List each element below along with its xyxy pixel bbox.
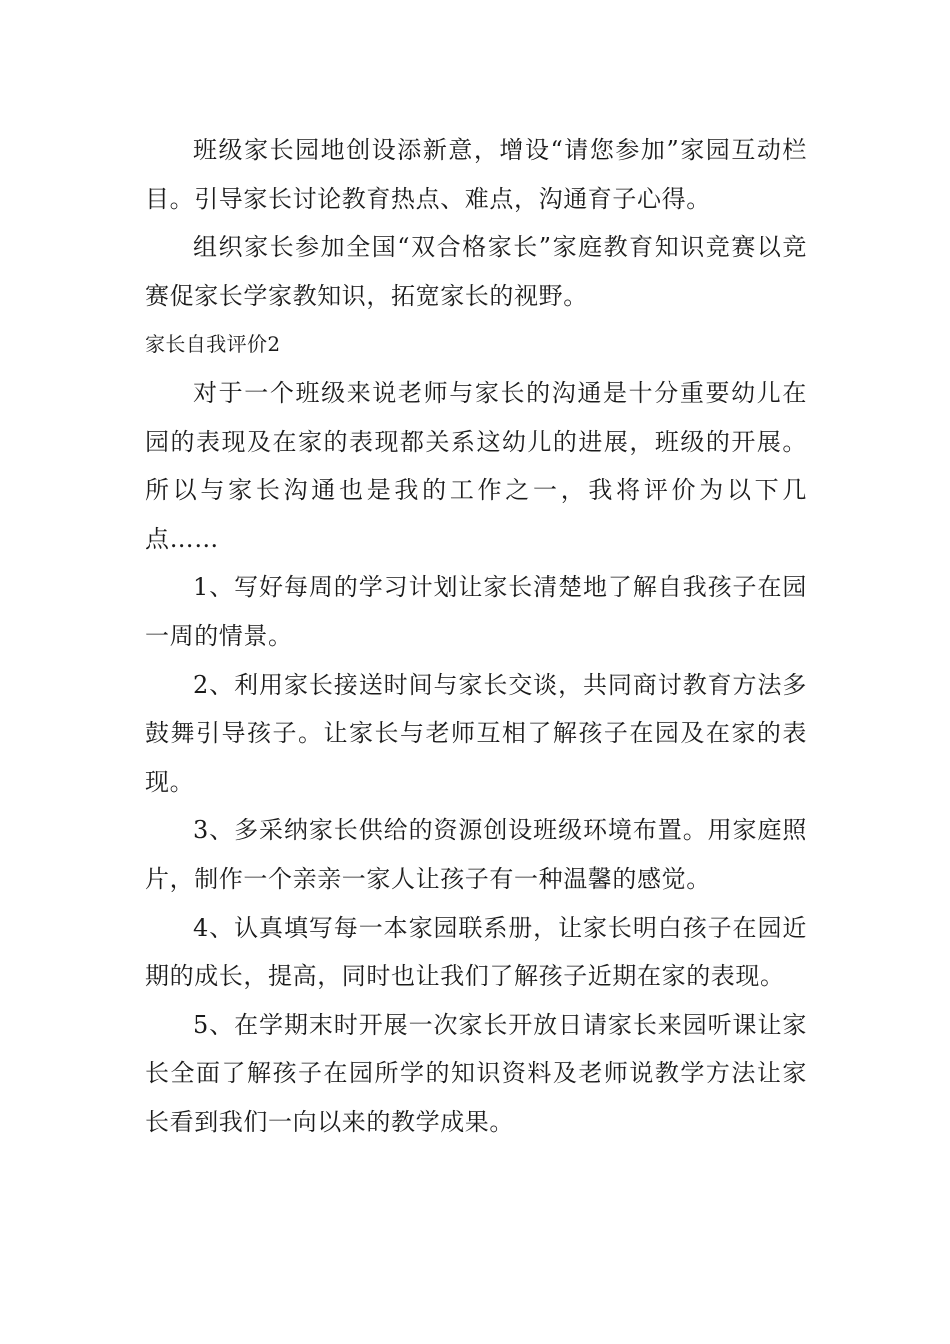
list-item-5: 5、在学期末时开展一次家长开放日请家长来园听课让家长全面了解孩子在园所学的知识资料及老师说教学方法让家长看到我们一向以来的教学成果。 (145, 1010, 807, 1136)
paragraph-parent-corner: 班级家长园地创设添新意，增设“请您参加”家园互动栏目。引导家长讨论教育热点、难点，沟通育子心得。 (145, 136, 807, 213)
list-item-2: 2、利用家长接送时间与家长交谈，共同商讨教育方法多鼓舞引导孩子。让家长与老师互相了解孩子在园及在家的表现。 (145, 670, 807, 796)
list-item-3: 3、多采纳家长供给的资源创设班级环境布置。用家庭照片，制作一个亲亲一家人让孩子有一种温馨的感觉。 (145, 816, 807, 893)
paragraph-parent-contest: 组织家长参加全国“双合格家长”家庭教育知识竞赛以竞赛促家长学家教知识，拓宽家长的视野。 (145, 233, 807, 310)
section-heading: 家长自我评价2 (145, 332, 281, 357)
paragraph-intro: 对于一个班级来说老师与家长的沟通是十分重要幼儿在园的表现及在家的表现都关系这幼儿的进展，班级的开展。所以与家长沟通也是我的工作之一，我将评价为以下几点…… (145, 378, 807, 553)
list-item-1: 1、写好每周的学习计划让家长清楚地了解自我孩子在园一周的情景。 (145, 573, 807, 650)
document-page (145, 126, 807, 1146)
list-item-4: 4、认真填写每一本家园联系册，让家长明白孩子在园近期的成长，提高，同时也让我们了解孩子近期在家的表现。 (145, 913, 807, 991)
